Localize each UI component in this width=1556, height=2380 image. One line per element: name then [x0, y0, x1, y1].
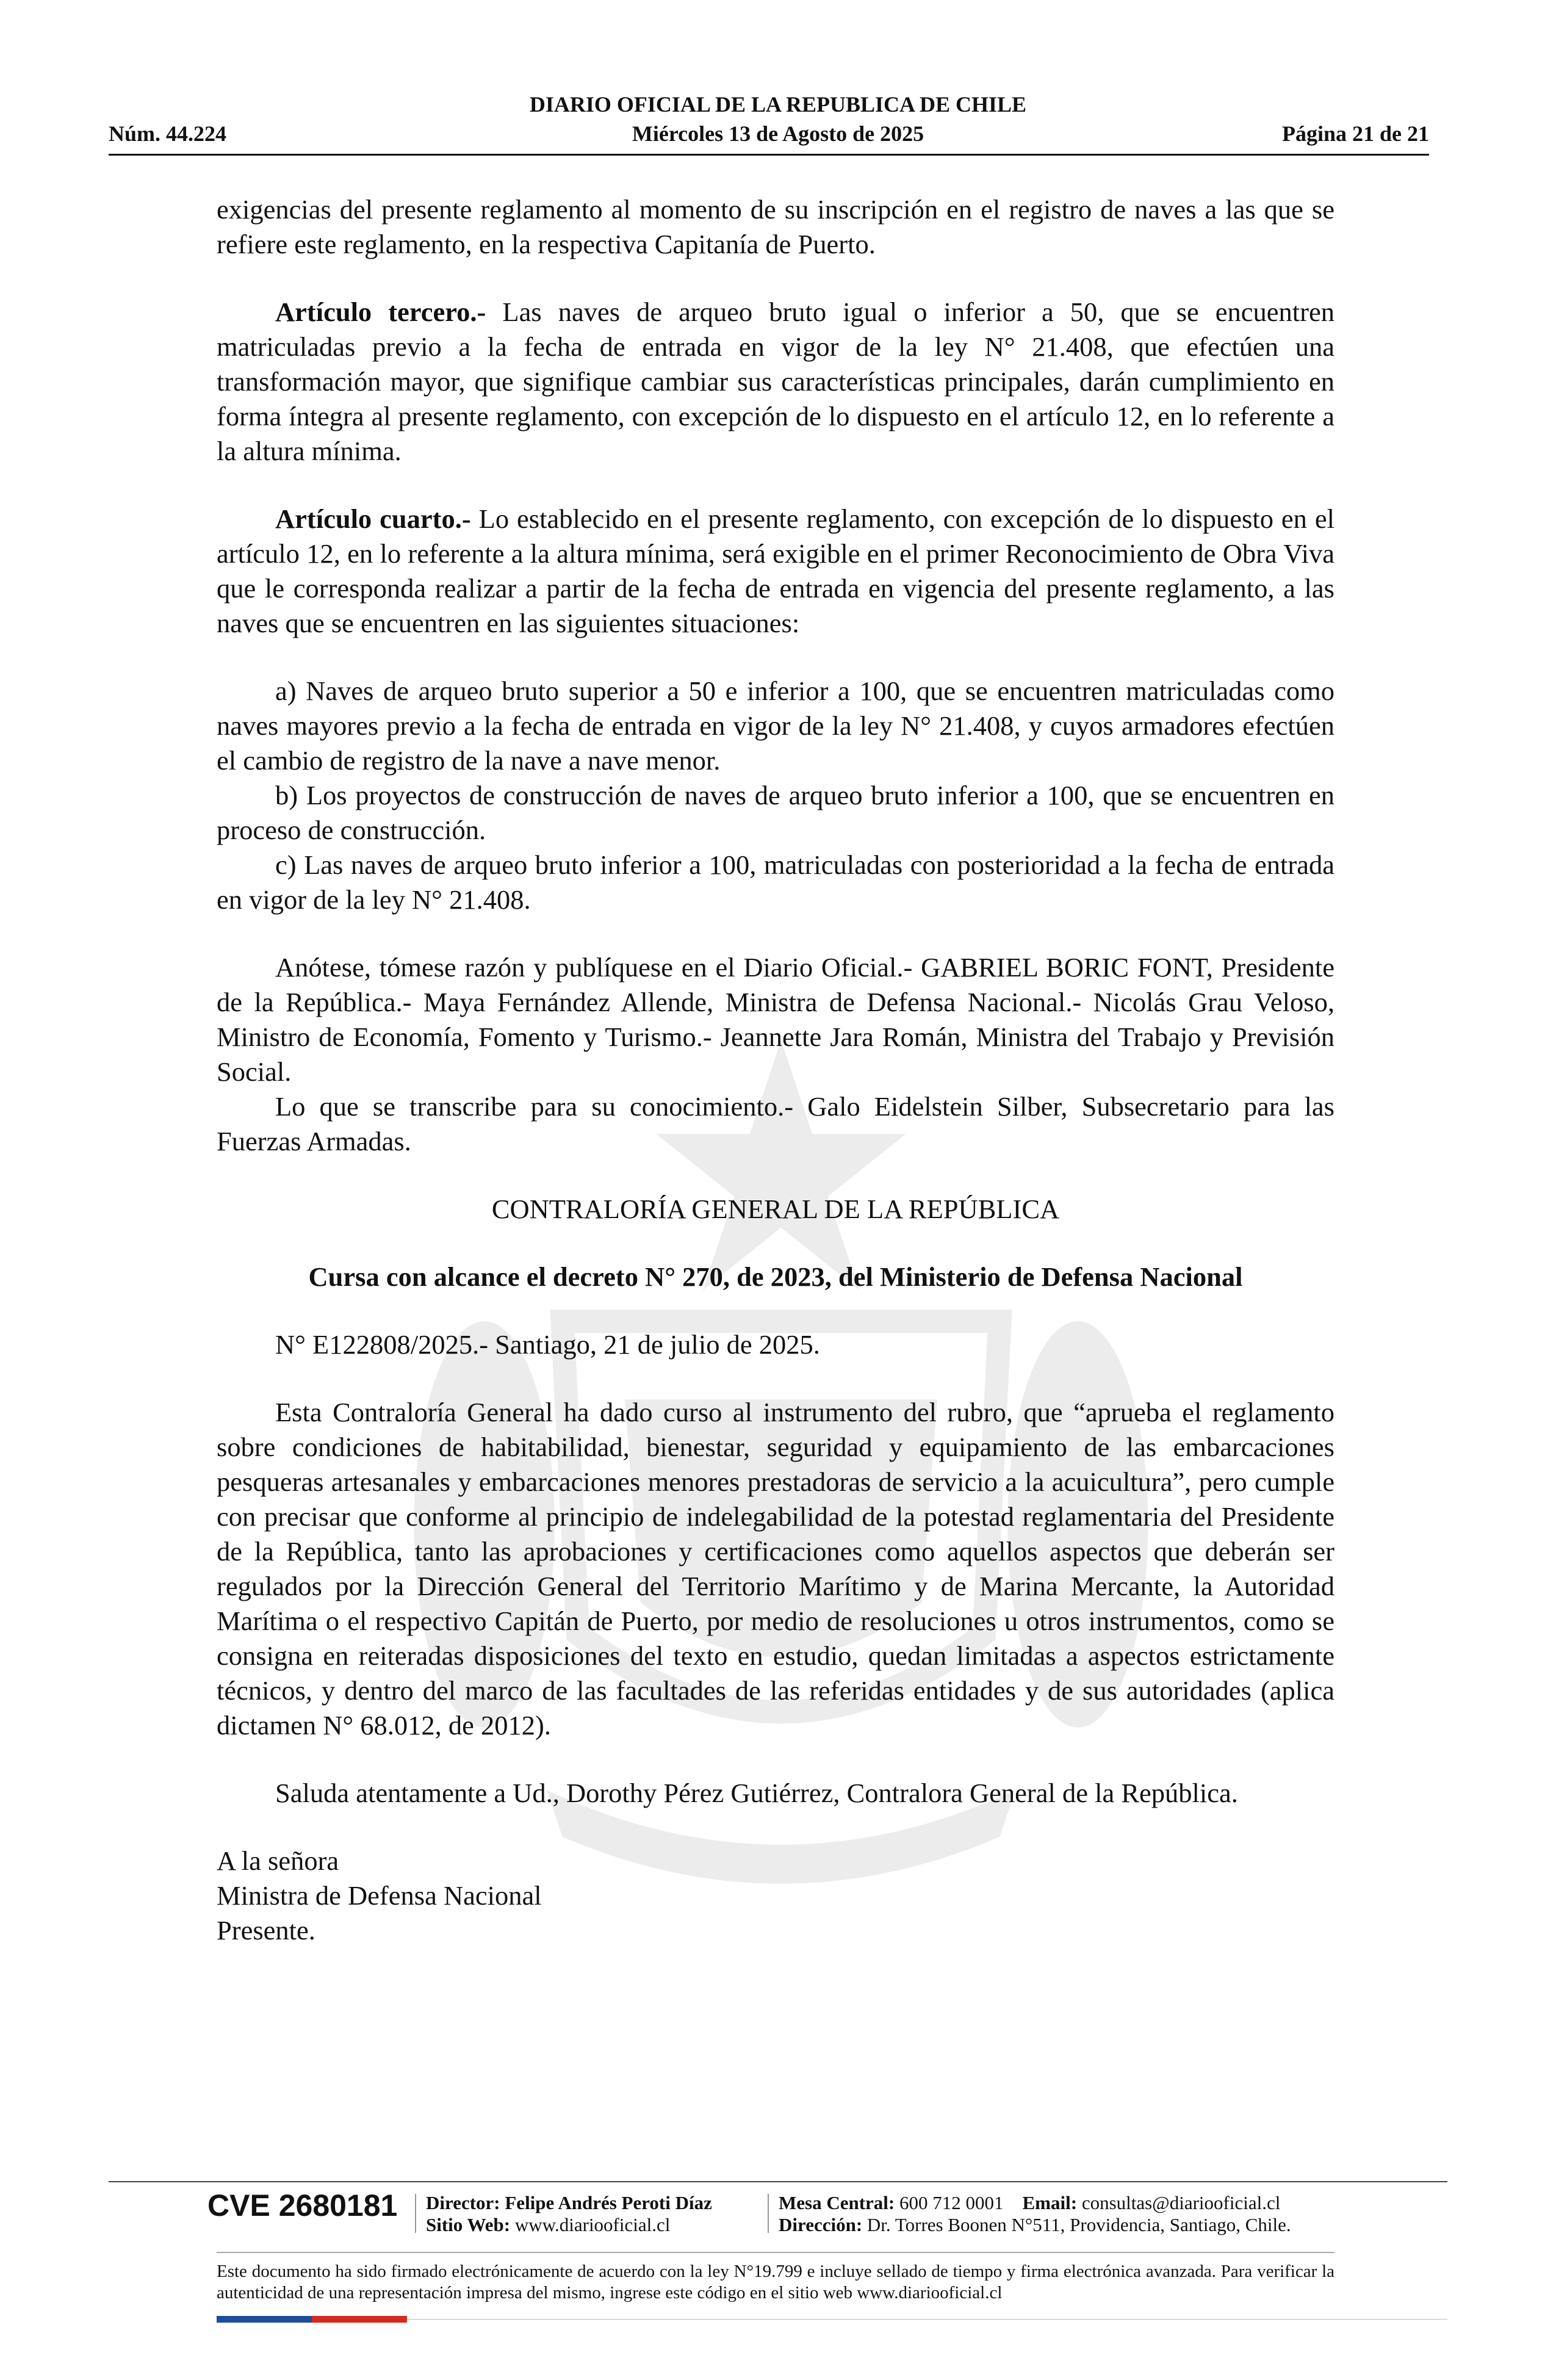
- address-label: Dirección:: [779, 2214, 863, 2235]
- signature-notice: Este documento ha sido firmado electrónicamente de acuerdo con la ley N°19.799 e incluye sellado de tiempo y firma electrónica avanzada. Para verificar la autenticidad de una representación impresa del mismo, ingrese este código en el sitio web www.diariooficial.cl: [217, 2262, 1334, 2302]
- article-third: [217, 295, 1334, 469]
- transcription-paragraph: Lo que se transcribe para su conocimiento.- Galo Eidelstein Silber, Subsecretario para las Fuerzas Armadas.: [217, 1091, 1334, 1156]
- issue-date: Miércoles 13 de Agosto de 2025: [632, 121, 924, 146]
- article-third-text: Las naves de arqueo bruto igual o inferior a 50, que se encuentren matriculadas previo a la fecha de entrada en vigor de la ley N° 21.408, que efectúen una transformación mayor, que signifique cambiar sus características principales, darán cumplimiento en forma íntegra al presente reglamento, con excepción de lo dispuesto en el artículo 12, en lo referente a la altura mínima.: [217, 297, 1334, 466]
- footer-divider: [109, 2181, 1447, 2182]
- article-fourth: [217, 502, 1334, 641]
- flag-stripe: [217, 2316, 407, 2323]
- director-name: Felipe Andrés Peroti Díaz: [505, 2192, 712, 2213]
- signatures-paragraph: Anótese, tómese razón y publíquese en el Diario Oficial.- GABRIEL BORIC FONT, Presidente de la República.- Maya Fernández Allende, Ministra de Defensa Nacional.- Nicolás Grau Veloso, Ministro de Economía, Fomento y Turismo.- Jeannette Jara Román, Ministra del Trabajo y Previsión Social.: [217, 952, 1334, 1087]
- contact-block: [779, 2192, 1291, 2236]
- resolution-heading: [217, 1260, 1334, 1294]
- addressee-line-3: Presente.: [217, 1915, 315, 1945]
- email-label: Email:: [1022, 2192, 1078, 2213]
- article-fourth-text: Lo establecido en el presente reglamento, con excepción de lo dispuesto en el artículo 12, en lo referente a la altura mínima, será exigible en el primer Reconocimiento de Obra Viva que le corresponda realizar a partir de la fecha de entrada en vigencia del presente reglamento, a las naves que se encuentren en las siguientes situaciones:: [217, 503, 1334, 638]
- gazette-title: DIARIO OFICIAL DE LA REPUBLICA DE CHILE: [529, 92, 1027, 117]
- list-item-b: b) Los proyectos de construcción de naves de arqueo bruto inferior a 100, que se encuentren en proceso de construcción.: [217, 780, 1334, 845]
- email-link[interactable]: consultas@diariooficial.cl: [1081, 2192, 1281, 2213]
- resolution-heading-text: Cursa con alcance el decreto N° 270, de 2023, del Ministerio de Defensa Nacional: [308, 1261, 1243, 1292]
- header-divider: [109, 154, 1429, 156]
- address-value: Dr. Torres Boonen N°511, Providencia, Santiago, Chile.: [866, 2214, 1291, 2235]
- footer-inner-divider: [217, 2252, 1334, 2253]
- phone-label: Mesa Central:: [779, 2192, 895, 2213]
- cve-code: CVE 2680181: [207, 2188, 398, 2223]
- document-body: [217, 192, 1334, 1948]
- issue-number: Núm. 44.224: [109, 121, 227, 146]
- section-heading: CONTRALORÍA GENERAL DE LA REPÚBLICA: [491, 1194, 1060, 1224]
- website-label: Sitio Web:: [426, 2214, 511, 2235]
- footer-bottom-line: [407, 2319, 1447, 2320]
- list-item-a: a) Naves de arqueo bruto superior a 50 e inferior a 100, que se encuentren matriculadas como naves mayores previo a la fecha de entrada en vigor de la ley N° 21.408, y cuyos armadores efectúen el cambio de registro de la nave a nave menor.: [217, 676, 1334, 776]
- flag-stripe-red: [312, 2316, 407, 2323]
- article-third-label: Artículo tercero.-: [275, 297, 486, 327]
- paragraph-continuation: exigencias del presente reglamento al momento de su inscripción en el registro de naves a las que se refiere este reglamento, en la respectiva Capitanía de Puerto.: [217, 194, 1334, 259]
- footer-separator: [768, 2194, 769, 2233]
- addressee-line-1: A la señora: [217, 1845, 339, 1876]
- director-label: Director:: [426, 2192, 500, 2213]
- addressee-line-2: Ministra de Defensa Nacional: [217, 1880, 542, 1911]
- flag-stripe-blue: [217, 2316, 312, 2323]
- contraloria-body: Esta Contraloría General ha dado curso al instrumento del rubro, que “aprueba el reglamento sobre condiciones de habitabilidad, bienestar, seguridad y equipamiento de las embarcaciones pesqueras artesanales y embarcaciones menores prestadoras de servicio a la acuicultura”, pero cumple con precisar que conforme al principio de indelegabilidad de la potestad reglamentaria del Presidente de la República, tanto las aprobaciones y certificaciones como aquellos aspectos que deberán ser regulados por la Dirección General del Territorio Marítimo y de Marina Mercante, la Autoridad Marítima o el respectivo Capitán de Puerto, por medio de resoluciones u otros instrumentos, como se consigna en reiteradas disposiciones del texto en estudio, quedan limitadas a aspectos estrictamente técnicos, y dentro del marco de las facultades de las referidas entidades y de sus autoridades (aplica dictamen N° 68.012, de 2012).: [217, 1397, 1334, 1740]
- closing-salutation: Saluda atentamente a Ud., Dorothy Pérez Gutiérrez, Contralora General de la República.: [275, 1778, 1238, 1808]
- page-indicator: Página 21 de 21: [1281, 121, 1429, 146]
- list-item-c: c) Las naves de arqueo bruto inferior a 100, matriculadas con posterioridad a la fecha de entrada en vigor de la ley N° 21.408.: [217, 849, 1334, 915]
- director-block: [426, 2192, 712, 2236]
- reference-line: N° E122808/2025.- Santiago, 21 de julio de 2025.: [275, 1329, 820, 1360]
- footer-separator: [415, 2194, 416, 2233]
- article-fourth-label: Artículo cuarto.-: [275, 503, 471, 534]
- phone-number: 600 712 0001: [899, 2192, 1004, 2213]
- website-link[interactable]: www.diariooficial.cl: [514, 2214, 671, 2235]
